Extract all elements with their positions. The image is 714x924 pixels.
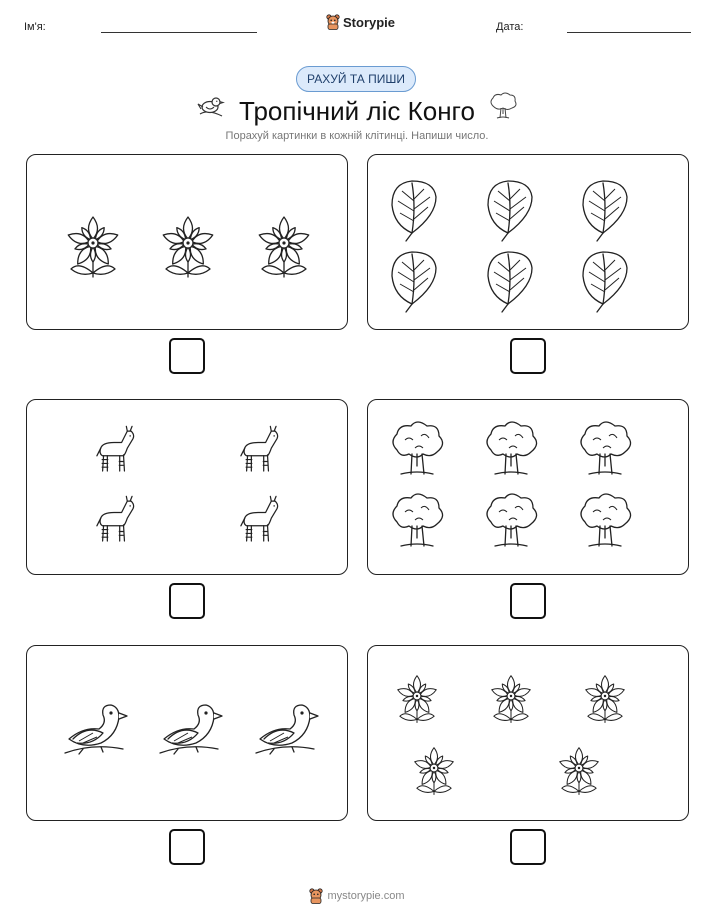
okapi-picture (241, 496, 278, 541)
page-title-row (0, 92, 714, 128)
brand-name: Storypie (343, 14, 396, 30)
flower-picture (258, 217, 310, 277)
bear-icon (309, 888, 323, 904)
activity-badge: РАХУЙ ТА ПИШИ (296, 66, 416, 92)
card-4-pictures (368, 400, 690, 576)
name-label: Ім'я: (24, 21, 46, 33)
count-card-5 (26, 645, 348, 821)
leaf-picture (583, 181, 627, 241)
answer-box-3[interactable] (169, 583, 205, 619)
leaf-picture (488, 181, 532, 241)
card-3-pictures (27, 400, 349, 576)
okapi-picture (241, 426, 278, 471)
bird-icon (196, 92, 226, 122)
flower-picture (559, 748, 600, 795)
leaf-picture (392, 252, 436, 312)
tree-picture (393, 494, 443, 546)
leaf-picture (488, 252, 532, 312)
count-card-1 (26, 154, 348, 330)
bird-picture (256, 705, 318, 754)
okapi-picture (97, 426, 134, 471)
count-card-3 (26, 399, 348, 575)
okapi-picture (97, 496, 134, 541)
bear-icon (326, 14, 340, 30)
tree-icon (486, 90, 520, 124)
bird-picture (65, 705, 127, 754)
answer-box-2[interactable] (510, 338, 546, 374)
flower-picture (414, 748, 455, 795)
count-card-4 (367, 399, 689, 575)
answer-box-4[interactable] (510, 583, 546, 619)
count-card-6 (367, 645, 689, 821)
leaf-picture (583, 252, 627, 312)
answer-box-5[interactable] (169, 829, 205, 865)
card-5-pictures (27, 646, 349, 822)
answer-box-6[interactable] (510, 829, 546, 865)
count-card-2 (367, 154, 689, 330)
tree-picture (581, 494, 631, 546)
leaf-picture (392, 181, 436, 241)
card-6-pictures (368, 646, 690, 822)
card-2-pictures (368, 155, 690, 331)
flower-picture (162, 217, 214, 277)
tree-picture (581, 422, 631, 474)
name-line[interactable] (101, 32, 257, 33)
flower-picture (491, 676, 532, 723)
flower-picture (67, 217, 119, 277)
tree-picture (487, 494, 537, 546)
instructions: Порахуй картинки в кожній клітинці. Напиши число. (225, 130, 489, 142)
answer-box-1[interactable] (169, 338, 205, 374)
tree-picture (487, 422, 537, 474)
bird-picture (160, 705, 222, 754)
footer-url: mystorypie.com (327, 890, 405, 902)
flower-picture (585, 676, 626, 723)
brand-logo (326, 14, 395, 30)
page-title: Тропічний ліс Конго (239, 96, 475, 127)
footer (0, 888, 714, 904)
tree-picture (393, 422, 443, 474)
card-1-pictures (27, 155, 349, 331)
date-label: Дата: (496, 21, 524, 33)
date-line[interactable] (567, 32, 691, 33)
flower-picture (397, 676, 438, 723)
